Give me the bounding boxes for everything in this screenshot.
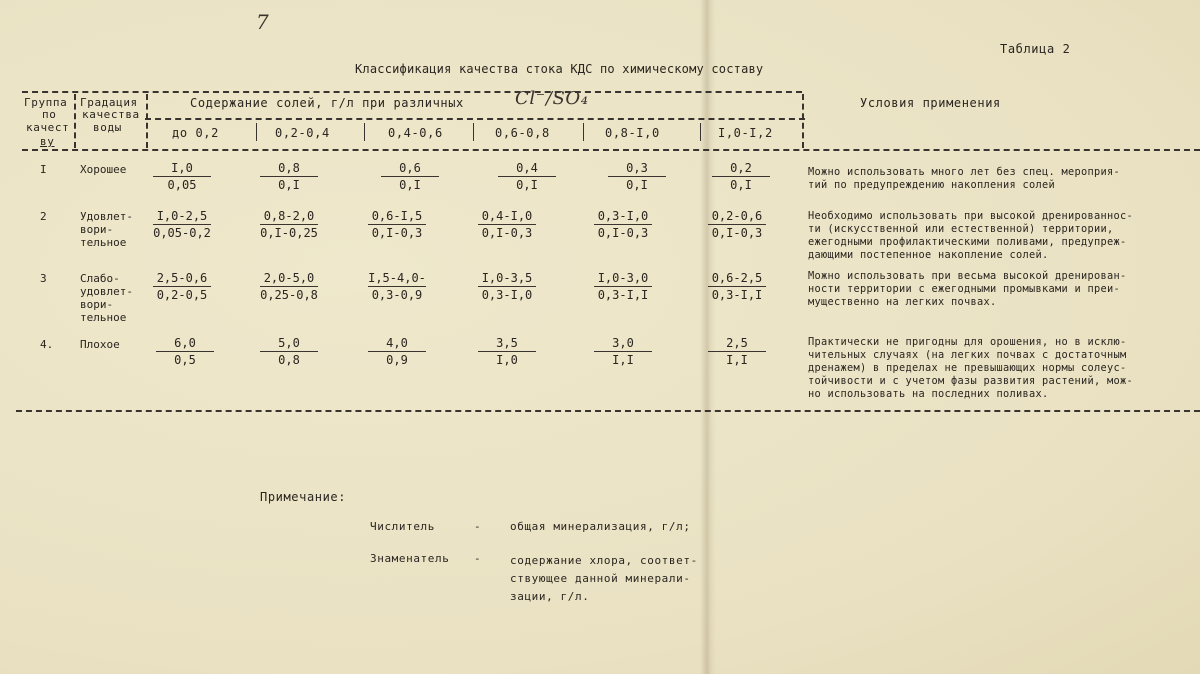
header-grade-2: качества xyxy=(82,108,140,121)
row-2-frac-6: 0,2-0,6 0,I-0,3 xyxy=(702,209,772,240)
header-group-1: Группа xyxy=(24,96,68,109)
header-mid-rule xyxy=(145,118,805,120)
range-sep-3 xyxy=(473,123,474,141)
note-term-2: Знаменатель xyxy=(370,552,450,565)
header-sep-2 xyxy=(146,94,148,148)
row-4-grade: Плохое xyxy=(80,338,120,351)
table-label: Таблица 2 xyxy=(1000,42,1071,56)
header-sep-1 xyxy=(74,94,76,148)
range-4: 0,6-0,8 xyxy=(495,126,550,140)
row-3-grade: Слабо- удовлет- вори- тельное xyxy=(80,272,133,324)
header-group-3: качест xyxy=(26,121,70,134)
note-title: Примечание: xyxy=(260,490,347,504)
range-sep-2 xyxy=(364,123,365,141)
note-dash-1: - xyxy=(474,520,482,533)
row-4-frac-6: 2,5 I,I xyxy=(702,336,772,367)
row-4-frac-4: 3,5 I,0 xyxy=(472,336,542,367)
range-5: 0,8-I,0 xyxy=(605,126,660,140)
row-2-frac-3: 0,6-I,5 0,I-0,3 xyxy=(362,209,432,240)
header-top-rule xyxy=(22,91,802,93)
page-number: 7 xyxy=(256,10,270,34)
row-4-frac-1: 6,0 0,5 xyxy=(150,336,220,367)
range-1: до 0,2 xyxy=(172,126,219,140)
header-ratio-label: Cl⁻/SO₄ xyxy=(515,88,589,109)
row-2-frac-2: 0,8-2,0 0,I-0,25 xyxy=(260,209,318,240)
range-2: 0,2-0,4 xyxy=(275,126,330,140)
header-conditions-label: Условия применения xyxy=(860,96,1001,110)
range-3: 0,4-0,6 xyxy=(388,126,443,140)
header-group-4: ву xyxy=(40,135,55,148)
row-4-frac-5: 3,0 I,I xyxy=(588,336,658,367)
table-bottom-rule xyxy=(16,410,1200,412)
range-6: I,0-I,2 xyxy=(718,126,773,140)
row-2-grade: Удовлет- вори- тельное xyxy=(80,210,133,249)
row-2-frac-1: I,0-2,5 0,05-0,2 xyxy=(153,209,211,240)
row-3-frac-6: 0,6-2,5 0,3-I,I xyxy=(702,271,772,302)
note-dash-2: - xyxy=(474,552,482,565)
row-3-frac-2: 2,0-5,0 0,25-0,8 xyxy=(260,271,318,302)
row-2-frac-5: 0,3-I,0 0,I-0,3 xyxy=(588,209,658,240)
header-sep-3 xyxy=(802,94,804,148)
row-1-frac-6: 0,2 0,I xyxy=(706,161,776,192)
header-grade-3: воды xyxy=(93,121,122,134)
table-title: Классификация качества стока КДС по химическому составу xyxy=(355,62,764,76)
note-def-2: содержание хлора, соответ- ствующее данной минерали- зации, г/л. xyxy=(510,554,698,603)
row-3-frac-4: I,0-3,5 0,3-I,0 xyxy=(472,271,542,302)
header-grade-1: Градация xyxy=(80,96,138,109)
row-4-frac-3: 4,0 0,9 xyxy=(362,336,432,367)
row-1-num: I xyxy=(40,163,47,176)
note-def-1: общая минерализация, г/л; xyxy=(510,520,691,533)
row-3-frac-3: I,5-4,0- 0,3-0,9 xyxy=(368,271,426,302)
row-1-frac-3: 0,6 0,I xyxy=(375,161,445,192)
row-3-frac-5: I,0-3,0 0,3-I,I xyxy=(588,271,658,302)
row-1-frac-4: 0,4 0,I xyxy=(492,161,562,192)
range-sep-5 xyxy=(700,123,701,141)
row-3-num: 3 xyxy=(40,272,47,285)
row-4-frac-2: 5,0 0,8 xyxy=(254,336,324,367)
row-3-frac-1: 2,5-0,6 0,2-0,5 xyxy=(147,271,217,302)
header-group-2: по xyxy=(42,108,57,121)
row-1-frac-1: I,0 0,05 xyxy=(147,161,217,192)
row-4-conditions: Практически не пригодны для орошения, но в исклю- чительных случаях (на легких почвах с достаточным дренажем) в пределах не превышающих нормы солеус- тойчивости и с учетом фазы развития растений, мож- но использовать на последних поливах. xyxy=(808,336,1133,400)
header-bottom-rule xyxy=(22,149,1200,151)
row-4-num: 4. xyxy=(40,338,54,351)
note-term-1: Числитель xyxy=(370,520,436,533)
row-1-frac-5: 0,3 0,I xyxy=(602,161,672,192)
row-1-frac-2: 0,8 0,I xyxy=(254,161,324,192)
row-2-conditions: Необходимо использовать при высокой дренированнос- ти (искусственной или естественной) территории, ежегодными профилактическими поливами, предупреж- дающими постепенное накопление солей. xyxy=(808,210,1133,261)
row-1-conditions: Можно использовать много лет без спец. мероприя- тий по предупреждению накопления солей xyxy=(808,166,1120,191)
range-sep-4 xyxy=(583,123,584,141)
header-content-label: Содержание солей, г/л при различных xyxy=(190,96,464,110)
row-1-grade: Хорошее xyxy=(80,163,127,176)
row-2-frac-4: 0,4-I,0 0,I-0,3 xyxy=(472,209,542,240)
row-2-num: 2 xyxy=(40,210,47,223)
row-3-conditions: Можно использовать при весьма высокой дренирован- ности территории с ежегодными промывками и преи- мущественно на легких почвах. xyxy=(808,270,1127,308)
range-sep-1 xyxy=(256,123,257,141)
